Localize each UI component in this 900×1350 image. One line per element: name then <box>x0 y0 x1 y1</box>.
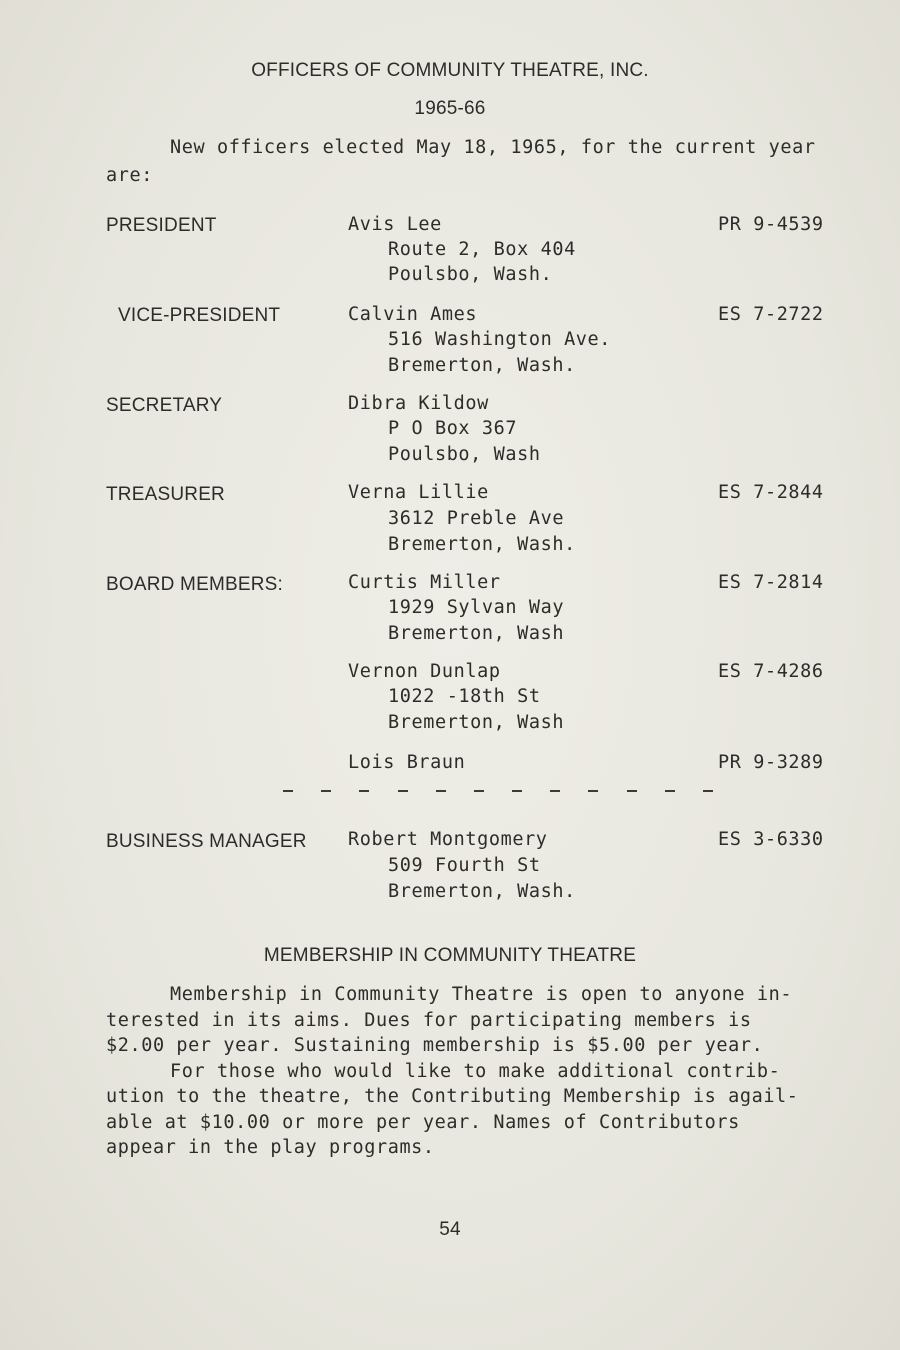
paragraph-line: For those who would like to make additional contrib- <box>170 1060 781 1082</box>
officer-phone: PR 9-4539 <box>718 214 824 235</box>
officer-name: Calvin Ames <box>348 304 478 325</box>
officer-phone: ES 3-6330 <box>718 829 824 850</box>
board-member-phone: ES 7-4286 <box>718 661 824 682</box>
officer-city: Bremerton, Wash. <box>388 534 576 555</box>
officer-city: Bremerton, Wash. <box>388 355 576 376</box>
officer-name: Dibra Kildow <box>348 393 489 414</box>
officer-phone: ES 7-2722 <box>718 304 824 325</box>
page-title: OFFICERS OF COMMUNITY THEATRE, INC. <box>251 60 649 81</box>
role-business-manager: BUSINESS MANAGER <box>106 831 307 852</box>
paragraph-line: Membership in Community Theatre is open to anyone in- <box>170 984 793 1005</box>
membership-heading: MEMBERSHIP IN COMMUNITY THEATRE <box>263 945 637 966</box>
officer-address: 509 Fourth St <box>388 855 541 876</box>
paragraph-line: terested in its aims. Dues for participating members is <box>106 1009 752 1031</box>
officer-name: Verna Lillie <box>348 482 489 503</box>
paragraph-line: $2.00 per year. Sustaining membership is $5.00 per year. <box>106 1035 764 1056</box>
officer-city: Poulsbo, Wash. <box>388 264 553 285</box>
intro-line-2: are: <box>106 165 153 186</box>
officer-address: Route 2, Box 404 <box>388 239 576 260</box>
officer-phone: ES 7-2844 <box>718 482 824 503</box>
board-member-phone: PR 9-3289 <box>718 752 824 773</box>
board-member-name: Curtis Miller <box>348 572 501 593</box>
officer-address: 516 Washington Ave. <box>388 329 612 350</box>
paragraph-line: ution to the theatre, the Contributing Membership is agail- <box>106 1086 799 1107</box>
role-secretary: SECRETARY <box>106 395 223 416</box>
board-member-name: Vernon Dunlap <box>348 661 501 682</box>
officer-city: Bremerton, Wash. <box>388 881 576 902</box>
board-member-phone: ES 7-2814 <box>718 572 824 593</box>
page-number: 54 <box>439 1219 461 1240</box>
board-member-address: 1022 -18th St <box>388 686 541 707</box>
board-member-city: Bremerton, Wash <box>388 712 565 733</box>
role-treasurer: TREASURER <box>106 484 225 505</box>
membership-paragraph <box>106 982 846 1161</box>
dashed-separator <box>283 790 713 792</box>
officer-address: P O Box 367 <box>388 418 518 439</box>
role-president: PRESIDENT <box>106 215 217 236</box>
paragraph-line: able at $10.00 or more per year. Names of Contributors <box>106 1111 740 1133</box>
officer-name: Robert Montgomery <box>348 829 548 850</box>
paragraph-line: appear in the play programs. <box>106 1137 435 1158</box>
board-member-name: Lois Braun <box>348 752 466 773</box>
officer-name: Avis Lee <box>348 214 442 235</box>
role-board-members: BOARD MEMBERS: <box>106 574 283 595</box>
officer-city: Poulsbo, Wash <box>388 444 541 465</box>
intro-line-1: New officers elected May 18, 1965, for the current year <box>170 137 816 158</box>
board-member-address: 1929 Sylvan Way <box>388 597 565 618</box>
officer-address: 3612 Preble Ave <box>388 508 565 529</box>
role-vice-president: VICE-PRESIDENT <box>118 305 281 326</box>
board-member-city: Bremerton, Wash <box>388 623 565 644</box>
year-subtitle: 1965-66 <box>414 98 486 119</box>
